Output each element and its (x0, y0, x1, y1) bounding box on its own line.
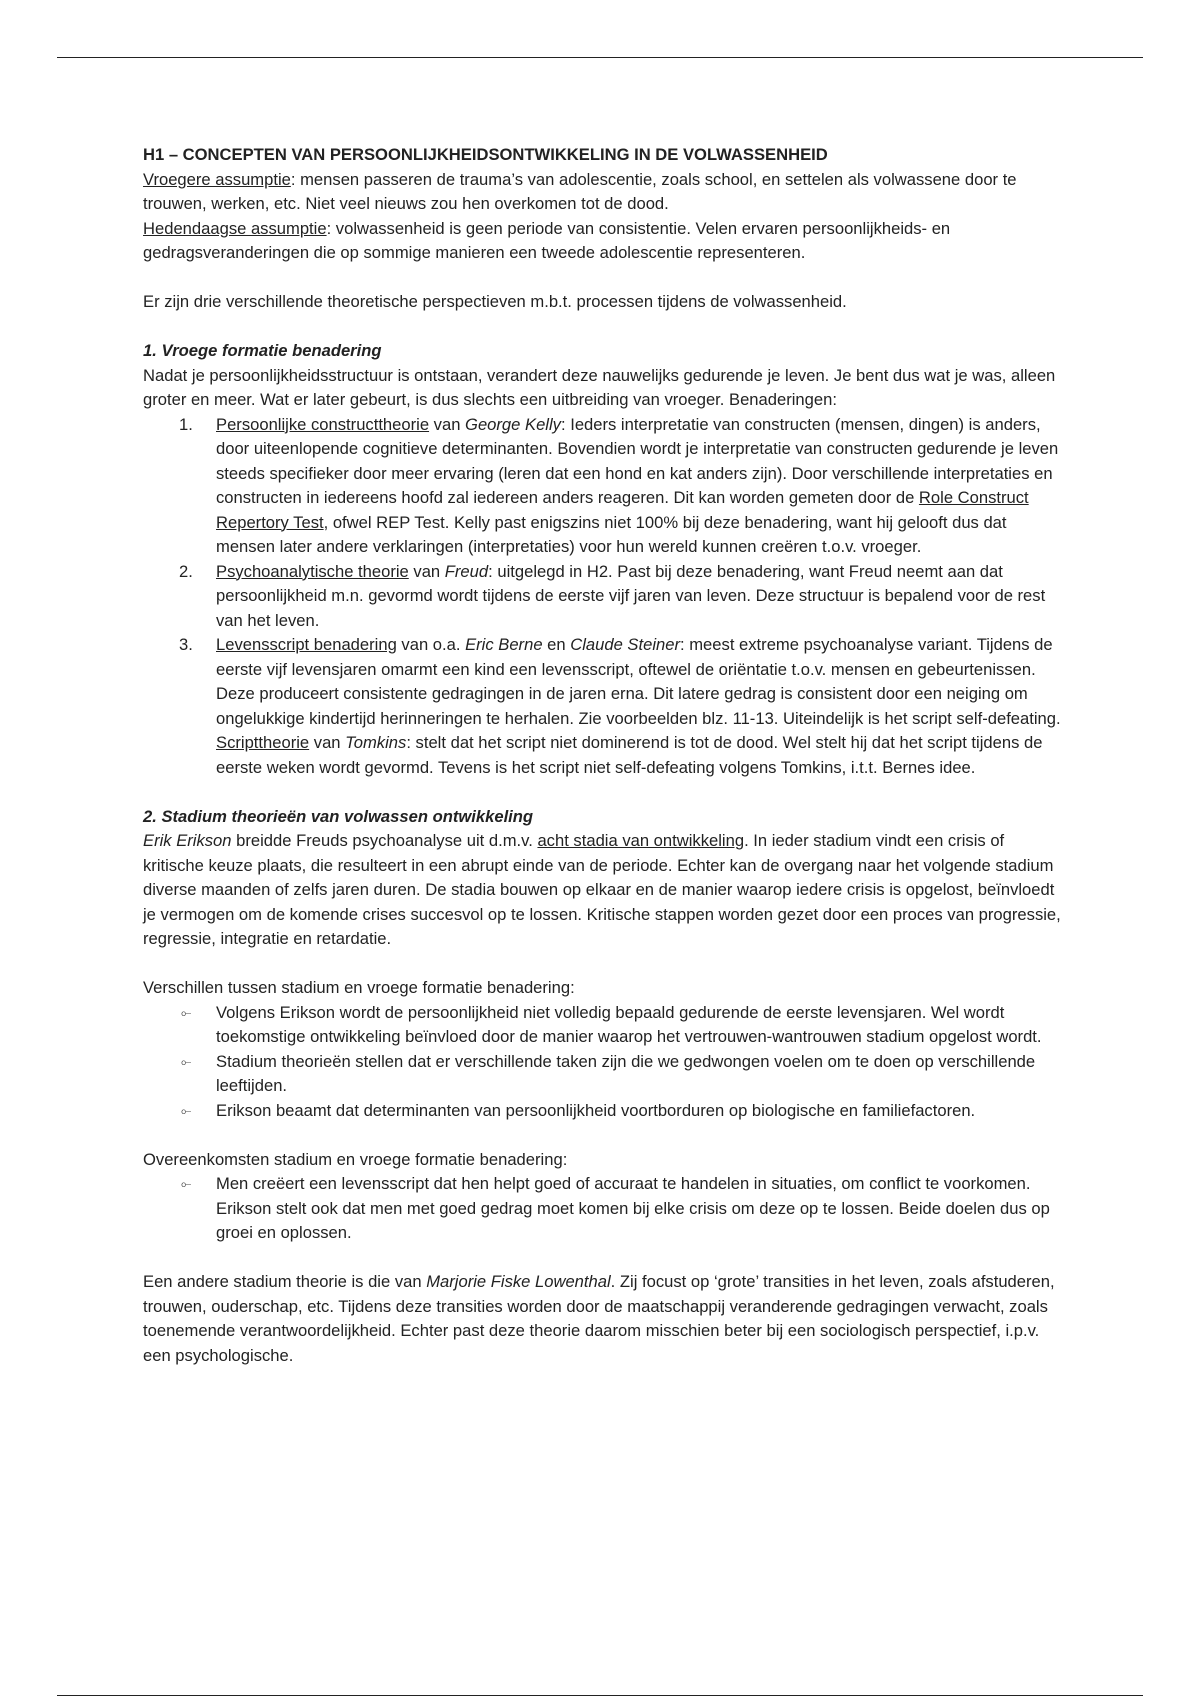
script-theory-text: : stelt dat het script niet dominerend is tot de dood. Wel stelt hij dat het script tijdens de eerste weken wordt gevormd. Tevens is het script niet self-defeating volgens Tomkins, i.t.t. Bernes idee. (216, 733, 1043, 777)
current-assumption-label: Hedendaagse assumptie (143, 218, 327, 238)
list-item (143, 1050, 1063, 1099)
current-assumption-text: : volwassenheid is geen periode van consistentie. Velen ervaren persoonlijkheids- en gedragsveranderingen die op sommige manieren een tweede adolescentie representeren. (143, 218, 951, 262)
section1-heading: 1. Vroege formatie benadering (143, 341, 382, 360)
item-label: Levensscript benadering (216, 635, 397, 654)
section2-text: breidde Freuds psychoanalyse uit d.m.v. (231, 831, 538, 850)
bullet-text: Erikson beaamt dat determinanten van persoonlijkheid voortborduren op biologische en familiefactoren. (216, 1100, 976, 1120)
item-label: Psychoanalytische theorie (216, 561, 409, 581)
item-text: : uitgelegd in H2. Past bij deze benadering, want Freud neemt aan dat persoonlijkheid m.n. gevormd wordt tijdens de eerste vijf jaren van leven. Deze structuur is bepalend voor de rest van het leven. (216, 561, 1046, 630)
script-theory-paragraph (143, 731, 1063, 780)
header-rule (57, 57, 1143, 58)
arrow-bullet-icon: ⟜ (181, 1176, 192, 1191)
similarities-list (143, 1172, 1063, 1246)
lowenthal-paragraph (143, 1270, 1063, 1368)
lowenthal-intro: Een andere stadium theorie is die van (143, 1272, 427, 1291)
list-item (143, 413, 1063, 560)
page-title: H1 – CONCEPTEN VAN PERSOONLIJKHEIDSONTWIKKELING IN DE VOLWASSENHEID (143, 145, 828, 164)
section2-text-continued: . In ieder stadium vindt een crisis of kritische keuze plaats, die resulteert in een abrupt einde van de periode. Echter kan de overgang naar het volgende stadium diverse maanden of zelfs jaren duren. De stadia bouwen op elkaar en de manier waarop iedere crisis is opgelost, beïnvloedt je vermogen om de komende crises succesvol op te lossen. Kritische stappen worden gezet door een proces van progressie, regressie, integratie en retardatie. (143, 831, 1061, 948)
lowenthal-author: Marjorie Fiske Lowenthal (426, 1272, 611, 1291)
item-connector: van o.a. (396, 635, 466, 654)
item-connector: en (542, 635, 571, 654)
item-author: Eric Berne (465, 635, 543, 654)
item-label: Persoonlijke constructtheorie (216, 414, 430, 434)
footer-rule (57, 1695, 1143, 1696)
item-author: Freud (444, 561, 489, 581)
bullet-text: Volgens Erikson wordt de persoonlijkheid niet volledig bepaald gedurende de eerste levensjaren. Wel wordt toekomstige ontwikkeling beïnvloed door de manier waarop het vertrouwen-wantrouwen stadium opgelost wordt. (216, 1002, 1042, 1046)
intro-early (143, 168, 1063, 217)
arrow-bullet-icon: ⟜ (181, 1102, 192, 1118)
intro-current (143, 217, 1063, 266)
list-item (143, 1001, 1063, 1050)
item-connector: van (309, 733, 346, 752)
arrow-bullet-icon: ⟜ (181, 1004, 192, 1020)
section2-body (143, 829, 1063, 952)
item-text-continued: , ofwel REP Test. Kelly past enigszins niet 100% bij deze benadering, want hij gelooft dus dat mensen later andere verklaringen (interpretaties) voor hun wereld kunnen creëren t.o.v. vroeger. (216, 512, 1007, 556)
rep-test-label: Role Construct Repertory Test (216, 488, 1029, 532)
list-number: 1. (179, 414, 193, 434)
early-assumption-text: : mensen passeren de trauma’s van adolescentie, zoals school, en settelen als volwassene door te trouwen, werken, etc. Niet veel nieuws zou hen overkomen tot de dood. (143, 169, 1017, 213)
eight-stages-label: acht stadia van ontwikkeling (537, 831, 745, 850)
list-item (143, 633, 1063, 731)
list-number: 3. (179, 635, 193, 654)
section1-body: Nadat je persoonlijkheidsstructuur is ontstaan, verandert deze nauwelijks gedurende je leven. Je bent dus wat je was, alleen groter en meer. Wat er later gebeurt, is dus slechts een uitbreiding van vroeger. Benaderingen: (143, 365, 1056, 409)
differences-list (143, 1001, 1063, 1124)
arrow-bullet-icon: ⟜ (181, 1053, 192, 1069)
section2-heading: 2. Stadium theorieën van volwassen ontwikkeling (143, 806, 534, 826)
item-connector: van (429, 414, 466, 434)
similarities-heading: Overeenkomsten stadium en vroege formatie benadering: (143, 1149, 568, 1169)
lowenthal-text: . Zij focust op ‘grote’ transities in het leven, zoals afstuderen, trouwen, ouderschap, etc. Tijdens deze transities worden door de maatschappij veranderende gedragingen verwacht, zoals toenemende verantwoordelijkheid. Echter past deze theorie daarom misschien beter bij een sociologisch perspectief, i.p.v. een psychologische. (143, 1272, 1055, 1365)
approaches-list (143, 413, 1063, 732)
script-theory-author: Tomkins (345, 733, 407, 752)
item-connector: van (408, 561, 445, 581)
list-item (143, 560, 1063, 634)
early-assumption-label: Vroegere assumptie (143, 169, 291, 189)
item-text: : meest extreme psychoanalyse variant. Tijdens de eerste vijf levensjaren omarmt een kind een levensscript, oftewel de oriëntatie t.o.v. mensen en gebeurtenissen. Deze produceert consistente gedragingen in de jaren erna. Dit latere gedrag is consistent door een neiging om ongelukkige kindertijd herinneringen te herhalen. Zie voorbeelden blz. 11-13. Uiteindelijk is het script self-defeating. (216, 635, 1061, 728)
list-item (143, 1172, 1063, 1246)
bullet-text: Men creëert een levensscript dat hen helpt goed of accuraat te handelen in situaties, om conflict te voorkomen. Erikson stelt ook dat men met goed gedrag moet komen bij elke crisis om deze op te lossen. Beide doelen dus op groei en oplossen. (216, 1174, 1050, 1242)
differences-heading: Verschillen tussen stadium en vroege formatie benadering: (143, 978, 575, 997)
list-number: 2. (179, 561, 193, 581)
perspectives-text: Er zijn drie verschillende theoretische perspectieven m.b.t. processen tijdens de volwassenheid. (143, 292, 847, 311)
item-author: George Kelly (465, 414, 561, 434)
script-theory-label: Scripttheorie (216, 733, 310, 752)
item-text: : Ieders interpretatie van constructen (mensen, dingen) is anders, door uiteenlopende cognitieve determinanten. Bovendien wordt je interpretatie van constructen gedurende je leven steeds specifieker door meer ervaring (leren dat een hond en kat anders zijn). Door verschillende interpretaties en constructen in iedereens hoofd zal iedereen anders reageren. Dit kan worden gemeten door de (216, 414, 1059, 507)
erikson-author: Erik Erikson (143, 831, 232, 850)
item-author-2: Claude Steiner (570, 635, 681, 654)
document-page (143, 143, 1063, 1368)
list-item (143, 1099, 1063, 1124)
bullet-text: Stadium theorieën stellen dat er verschillende taken zijn die we gedwongen voelen om te doen op verschillende leeftijden. (216, 1051, 1036, 1095)
